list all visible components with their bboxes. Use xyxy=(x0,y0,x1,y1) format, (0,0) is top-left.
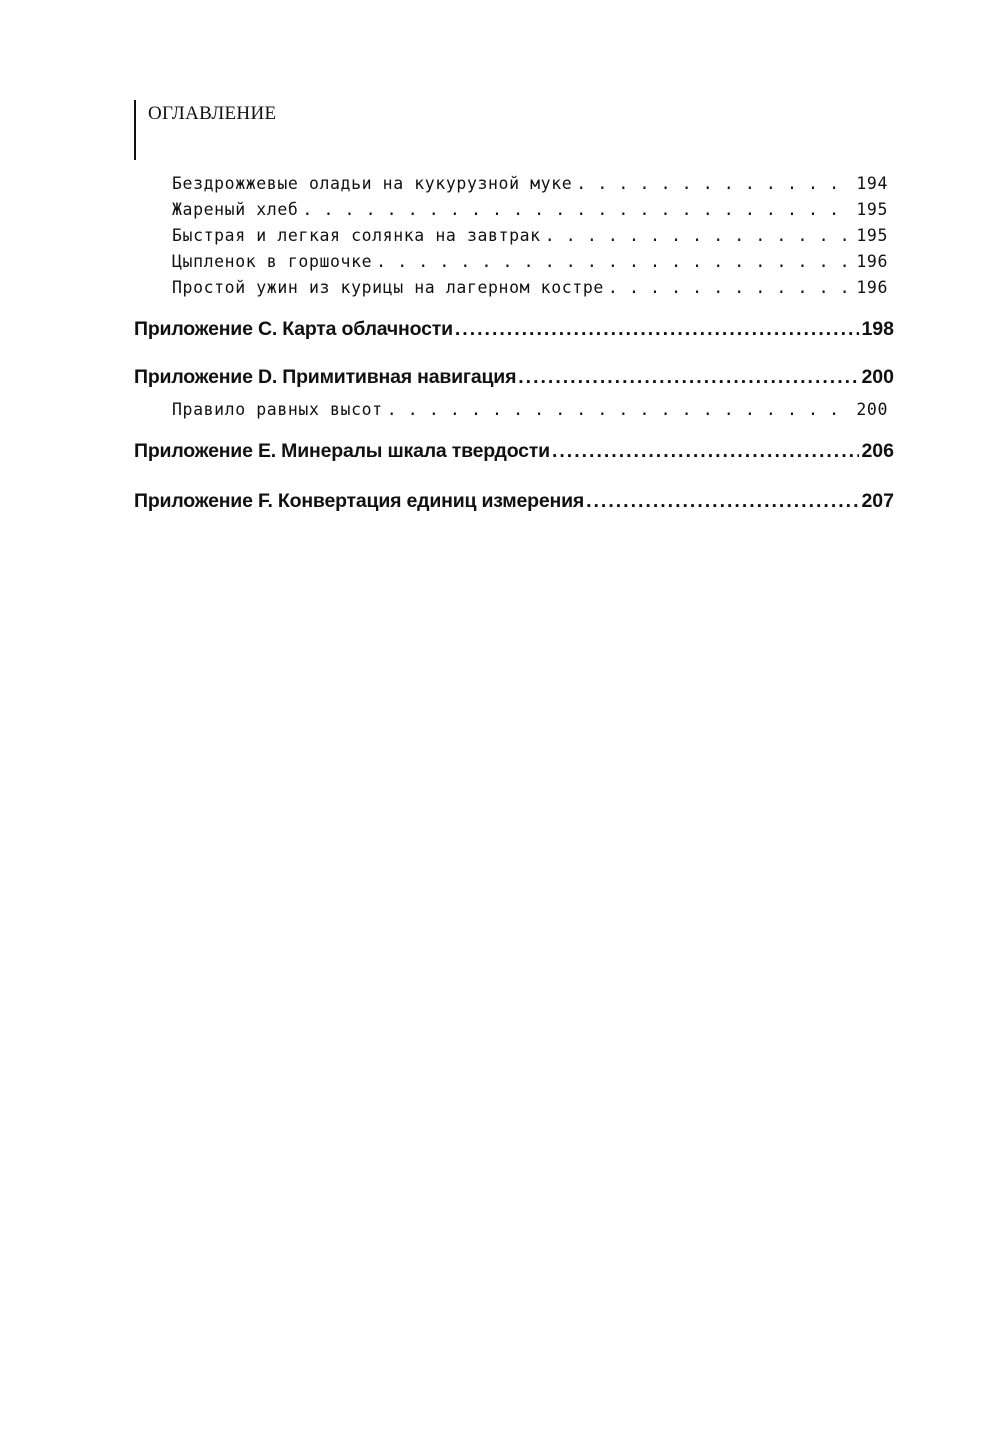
toc-entry-title: Приложение F. Конвертация единиц измерения xyxy=(134,490,585,512)
toc-entry[interactable] xyxy=(172,226,888,250)
toc-entry[interactable] xyxy=(172,200,888,224)
toc-entry-page: 195 xyxy=(856,200,888,219)
header-rule xyxy=(134,100,136,160)
toc-entry-page: 206 xyxy=(861,440,894,462)
dot-leader xyxy=(545,226,853,245)
toc-entry-page: 200 xyxy=(861,366,894,388)
toc-entry[interactable] xyxy=(172,174,888,198)
toc-entry-page: 198 xyxy=(861,318,894,340)
toc-appendix-entry[interactable] xyxy=(134,318,894,346)
toc-entry-title: Жареный хлеб xyxy=(172,200,299,219)
dot-leader xyxy=(376,252,852,271)
toc-entry-page: 207 xyxy=(861,490,894,512)
toc-entry-title: Цыпленок в горшочке xyxy=(172,252,373,271)
toc-entry-page: 196 xyxy=(856,252,888,271)
toc-entry-title: Простой ужин из курицы на лагерном костре xyxy=(172,278,604,297)
toc-appendix-entry[interactable] xyxy=(134,490,894,518)
toc-entry-title: Быстрая и легкая солянка на завтрак xyxy=(172,226,541,245)
toc-entry-title: Приложение D. Примитивная навигация xyxy=(134,366,517,388)
toc-entry-page: 200 xyxy=(856,400,888,419)
dot-leader xyxy=(518,366,859,389)
toc-entry[interactable] xyxy=(172,400,888,424)
toc-entry-title: Правило равных высот xyxy=(172,400,383,419)
running-head: ОГЛАВЛЕНИЕ xyxy=(148,103,277,124)
dot-leader xyxy=(455,318,860,341)
toc-entry-page: 196 xyxy=(856,278,888,297)
toc-entry-page: 194 xyxy=(856,174,888,193)
dot-leader xyxy=(302,200,852,219)
dot-leader xyxy=(586,490,859,513)
dot-leader xyxy=(608,278,853,297)
toc-appendix-entry[interactable] xyxy=(134,366,894,394)
dot-leader xyxy=(576,174,852,193)
toc-entry-page: 195 xyxy=(856,226,888,245)
toc-entry-title: Приложение C. Карта облачности xyxy=(134,318,453,340)
dot-leader xyxy=(387,400,853,419)
toc-entry-title: Бездрожжевые оладьи на кукурузной муке xyxy=(172,174,573,193)
dot-leader xyxy=(552,440,860,463)
toc-entry[interactable] xyxy=(172,252,888,276)
toc-appendix-entry[interactable] xyxy=(134,440,894,468)
toc-entry-title: Приложение E. Минералы шкала твердости xyxy=(134,440,550,462)
toc-entry[interactable] xyxy=(172,278,888,302)
